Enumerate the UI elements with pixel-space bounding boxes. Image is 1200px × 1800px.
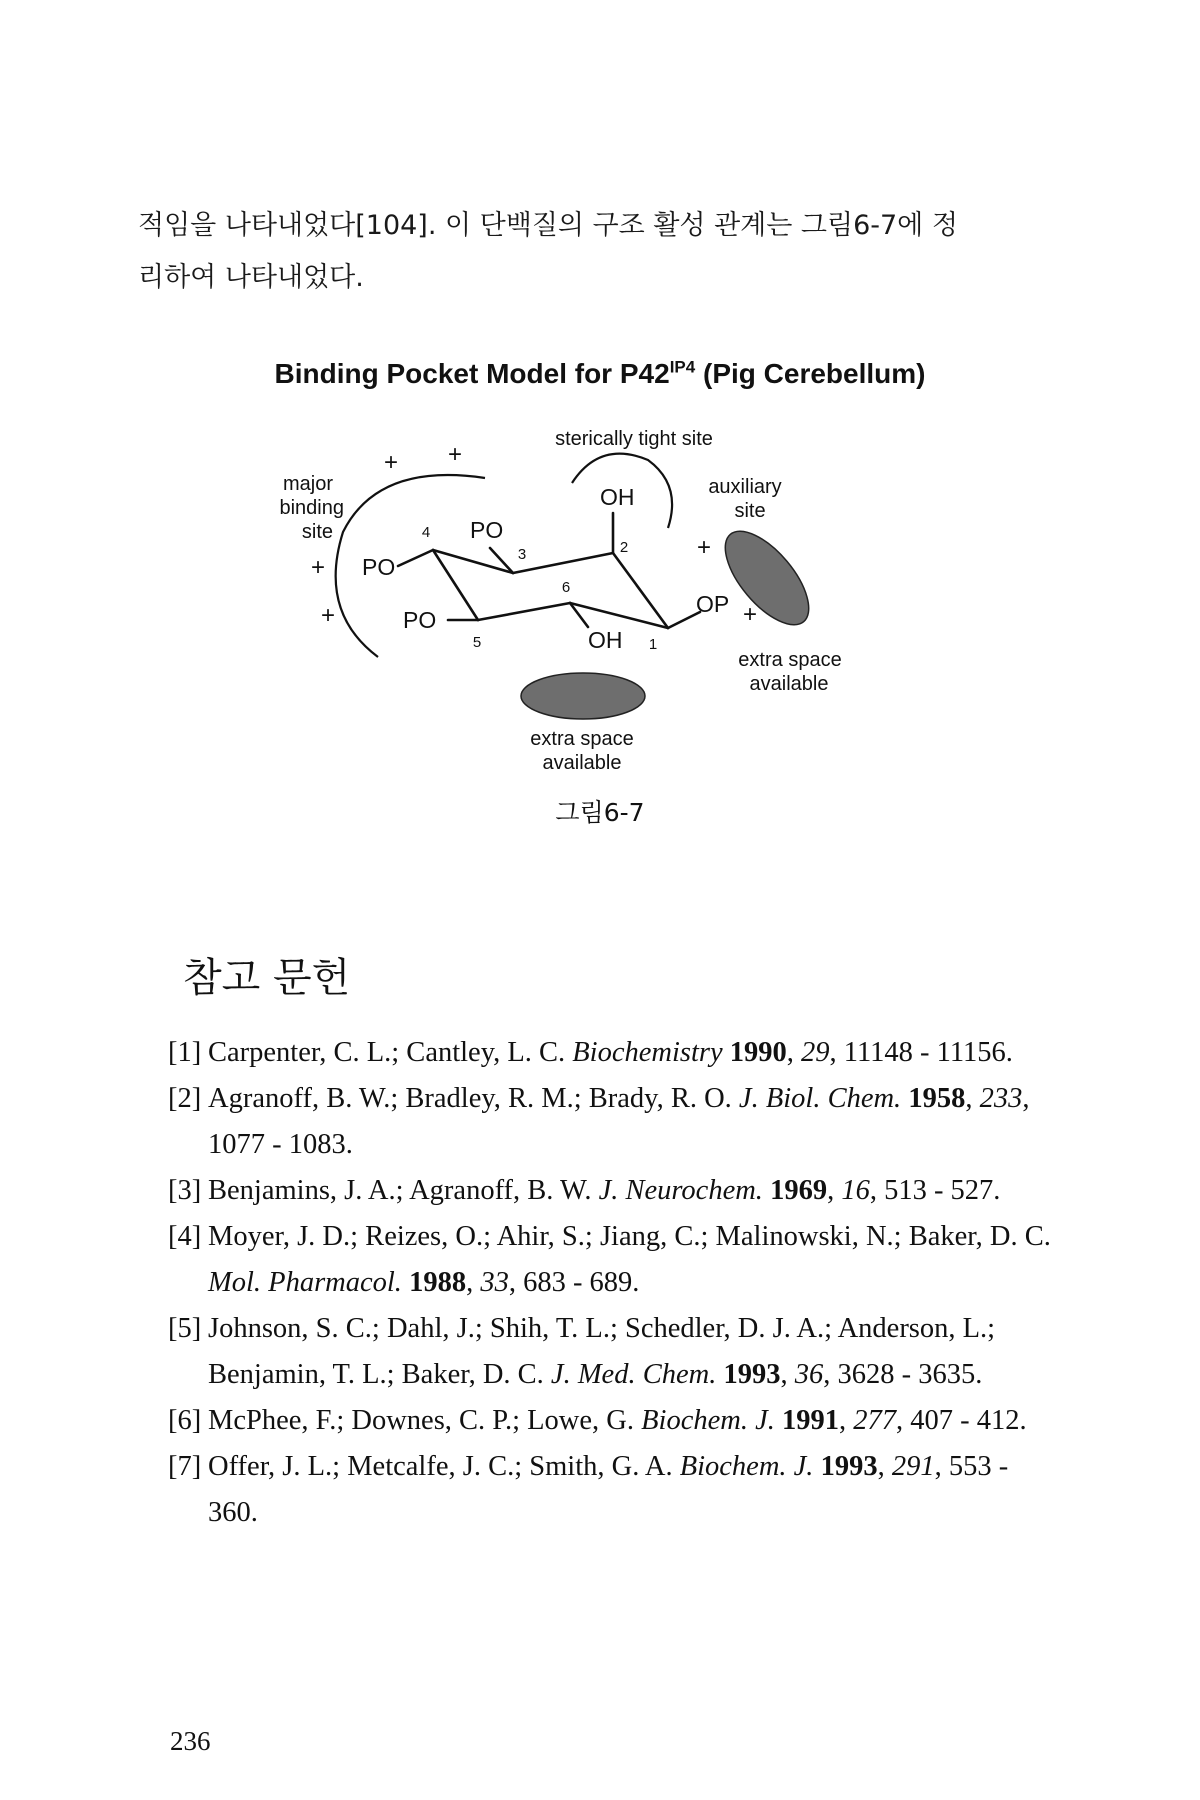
reference-item: [5] Johnson, S. C.; Dahl, J.; Shih, T. L.; Schedler, D. J. A.; Anderson, L.; Benjamin, T. L.; Baker, D. C. J. Med. Chem. 1993, 36, 3628 - 3635.: [168, 1306, 1058, 1398]
plus-sign-left-1: +: [310, 554, 326, 581]
reference-year: 1988: [409, 1267, 467, 1298]
page-number: 236: [170, 1726, 211, 1756]
figure-title-protein: $P42^{IP4}$: [619, 357, 696, 389]
reference-pages: 407 - 412.: [910, 1405, 1027, 1436]
bond-c3-c2: [513, 553, 613, 573]
reference-volume: 36: [794, 1359, 824, 1390]
auxiliary-site-label: site: [734, 500, 766, 522]
reference-item: [2] Agranoff, B. W.; Bradley, R. M.; Brady, R. O. J. Biol. Chem. 1958, 233, 1077 - 1083.: [168, 1076, 1058, 1168]
plus-sign-top-1: +: [383, 449, 399, 476]
available-right-label: available: [749, 673, 829, 695]
reference-item: [4] Moyer, J. D.; Reizes, O.; Ahir, S.; Jiang, C.; Malinowski, N.; Baker, D. C. Mol. Pharmacol. 1988, 33, 683 - 689.: [168, 1214, 1058, 1306]
reference-authors: Johnson, S. C.; Dahl, J.; Shih, T. L.; Schedler, D. J. A.; Anderson, L.; Benjamin, T. L.; Baker, D. C.: [208, 1313, 996, 1390]
intro-line-2: 리하여 나타내었다.: [138, 262, 364, 293]
reference-pages: 683 - 689.: [523, 1267, 640, 1298]
reference-number: [5]: [168, 1313, 202, 1344]
reference-authors: McPhee, F.; Downes, C. P.; Lowe, G.: [208, 1405, 634, 1436]
reference-journal: Mol. Pharmacol.: [208, 1267, 402, 1298]
reference-volume: 277: [853, 1405, 896, 1436]
reference-item: [7] Offer, J. L.; Metcalfe, J. C.; Smith, G. A. Biochem. J. 1993, 291, 553 - 360.: [168, 1444, 1058, 1536]
reference-number: [6]: [168, 1405, 202, 1436]
ring-number-2: 2: [619, 539, 629, 556]
reference-item: [1] Carpenter, C. L.; Cantley, L. C. Biochemistry 1990, 29, 11148 - 11156.: [168, 1030, 1058, 1076]
reference-number: [3]: [168, 1175, 202, 1206]
reference-year: 1958: [908, 1083, 966, 1114]
reference-authors: Carpenter, C. L.; Cantley, L. C.: [208, 1037, 566, 1068]
reference-year: 1969: [770, 1175, 828, 1206]
reference-year: 1990: [729, 1037, 787, 1068]
references-heading: 참고 문헌: [183, 955, 351, 1001]
ring-number-5: 5: [472, 634, 482, 651]
plus-sign-right-2: +: [742, 601, 758, 628]
reference-number: [4]: [168, 1221, 202, 1252]
reference-journal: J. Med. Chem.: [550, 1359, 717, 1390]
op-group-right: OP: [696, 591, 730, 617]
reference-pages: 1077 - 1083.: [208, 1129, 353, 1160]
ring-number-6: 6: [561, 579, 571, 596]
reference-volume: 33: [480, 1267, 509, 1298]
figure-title-suffix: (Pig Cerebellum): [703, 358, 926, 389]
oh-group-top: OH: [600, 484, 635, 510]
reference-authors: Offer, J. L.; Metcalfe, J. C.; Smith, G. A.: [208, 1451, 673, 1482]
auxiliary-label: auxiliary: [708, 476, 782, 498]
available-bottom-label: available: [542, 752, 622, 774]
reference-volume: 291: [891, 1451, 935, 1482]
reference-pages: 513 - 527.: [884, 1175, 1001, 1206]
figure-title-prefix: Binding Pocket Model for: [274, 358, 613, 389]
reference-list: [168, 1030, 1058, 1536]
extra-space-right-label: extra space: [738, 649, 842, 671]
reference-number: [1]: [168, 1037, 202, 1068]
reference-item: [3] Benjamins, J. A.; Agranoff, B. W. J. Neurochem. 1969, 16, 513 - 527.: [168, 1168, 1058, 1214]
figure-caption: 그림6-7: [555, 798, 645, 827]
ring-number-3: 3: [517, 546, 527, 563]
extra-space-ellipse-bottom: [521, 673, 645, 719]
reference-authors: Moyer, J. D.; Reizes, O.; Ahir, S.; Jiang, C.; Malinowski, N.; Baker, D. C.: [208, 1221, 1051, 1252]
bond-c4-po: [398, 550, 433, 566]
plus-sign-left-2: +: [320, 602, 336, 629]
ring-number-1: 1: [648, 636, 658, 653]
sterically-tight-site-label: sterically tight site: [555, 428, 713, 450]
reference-volume: 233: [979, 1083, 1023, 1114]
reference-pages: 3628 - 3635.: [837, 1359, 983, 1390]
reference-number: [2]: [168, 1083, 202, 1114]
reference-journal: J. Neurochem.: [598, 1175, 763, 1206]
reference-year: 1991: [781, 1405, 839, 1436]
plus-sign-top-2: +: [447, 441, 463, 468]
major-label: major: [282, 473, 333, 495]
binding-label: binding: [279, 497, 344, 519]
reference-pages: 11148 - 11156.: [843, 1037, 1013, 1068]
reference-journal: Biochemistry: [572, 1037, 723, 1068]
reference-number: [7]: [168, 1451, 202, 1482]
reference-year: 1993: [820, 1451, 878, 1482]
reference-journal: Biochem. J.: [679, 1451, 814, 1482]
site-label: site: [301, 521, 333, 543]
reference-item: [6] McPhee, F.; Downes, C. P.; Lowe, G. Biochem. J. 1991, 277, 407 - 412.: [168, 1398, 1058, 1444]
oh-group-bottom: OH: [588, 627, 623, 653]
po-group-left: PO: [362, 554, 396, 580]
reference-journal: Biochem. J.: [641, 1405, 775, 1436]
figure-title-superscript: IP4: [669, 357, 696, 377]
reference-pages: 553 - 360.: [208, 1451, 1009, 1528]
reference-journal: J. Biol. Chem.: [738, 1083, 902, 1114]
po-group-top: PO: [470, 517, 504, 543]
plus-sign-right-1: +: [696, 534, 712, 561]
reference-authors: Agranoff, B. W.; Bradley, R. M.; Brady, R. O.: [208, 1083, 732, 1114]
reference-volume: 16: [841, 1175, 870, 1206]
cyclohexane-ring: [398, 513, 700, 628]
extra-space-ellipse-right: [710, 518, 823, 639]
intro-line-1: 적임을 나타내었다[104]. 이 단백질의 구조 활성 관계는 그림6-7에 정: [138, 210, 958, 241]
bond-c5-c6: [478, 603, 570, 620]
po-group-lower: PO: [403, 607, 437, 633]
ring-number-4: 4: [421, 524, 431, 541]
reference-year: 1993: [723, 1359, 781, 1390]
reference-volume: 29: [801, 1037, 830, 1068]
extra-space-bottom-label: extra space: [530, 728, 634, 750]
reference-authors: Benjamins, J. A.; Agranoff, B. W.: [208, 1175, 592, 1206]
